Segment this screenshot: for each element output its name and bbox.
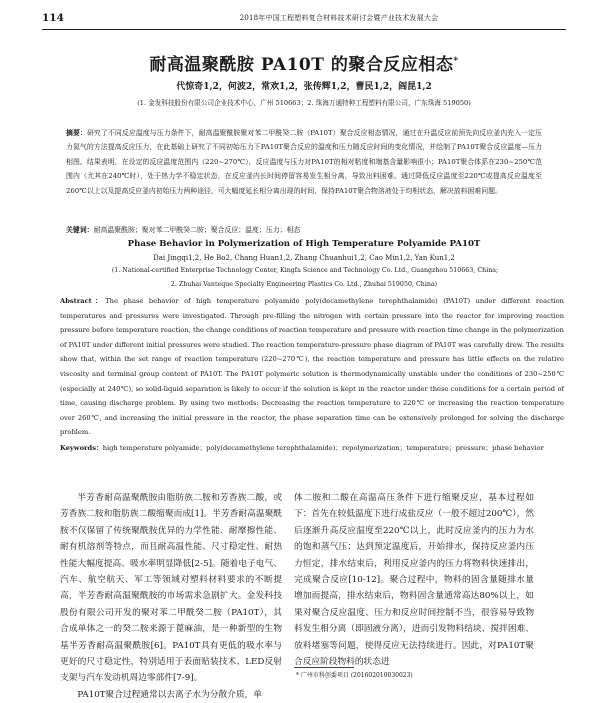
body-column-left [60, 490, 282, 703]
keywords-en-label: Keywords： [60, 444, 103, 452]
keywords-en-text: high temperature polyamide；poly(decamethylene terephthalamide)；repolymerization；temperature；pressure；phase behavior [102, 444, 544, 452]
authors-cn: 代惊奇1,2，何波2，常欢1,2，张传辉1,2，曹民1,2，阎昆1,2 [176, 82, 432, 92]
footnote-divider [294, 667, 354, 668]
footnote: * 广州市科创委项目 (201602010030023) [296, 672, 413, 679]
abstract-en [60, 294, 564, 440]
affiliations-cn: (1. 金发科技股份有限公司企业技术中心，广州 510663；2. 珠海万通特种工程塑料有限公司，广东珠海 519050) [137, 99, 471, 107]
body-column-right [294, 490, 534, 670]
paper-title [42, 50, 566, 75]
authors-en: Dai Jingqi1,2, He Bo2, Chang Huan1,2, Zhang Chuanhui1,2, Cao Min1,2, Yan Kun1,2 [153, 254, 455, 262]
body-paragraph-2: PA10T聚合过程通常以去离子水为分散介质，单 [77, 689, 262, 700]
body-paragraph-continued: 体二胺和二酸在高温高压条件下进行缩聚反应，基本过程如下：首先在较低温度下进行成盐反应（一般不超过200℃），然后逐渐升高反应温度至220℃以上，此时反应釜内的压力为水的饱和蒸气压；达到预定温度后，开始排水，保持反应釜内压力恒定，排水结束后，利用反应釜内的压力将物料快速排出，完成聚合反应[10-12]。聚合过程中，物料的固含量随排水量增加而提高，排水结束后，物料固含量通常高达80%以上，如果对聚合反应温度、压力和反应时间控制不当，很容易导致物料发生相分离（即固液分离），进而引发物料结块、搅拌困难、放料堵塞等问题，使得反应无法持续进行。因此，对PA10T聚合反应阶段物料的状态进 [294, 493, 534, 668]
affiliation-en-1: (1. National-certified Enterprise Technology Center, Kingfa Science and Technology Co. Ltd., Guangzhou 510663, China; [111, 267, 499, 274]
affiliation-en-2: 2. Zhuhai Vanteque Specialty Engineering Plastics Co. Ltd., Zhuhai 519050, China) [170, 281, 438, 288]
paper-title-en: Phase Behavior in Polymerization of High Temperature Polyamide PA10T [127, 239, 481, 249]
keywords-cn-text: 耐高温聚酰胺；聚对苯二甲酰癸二胺；聚合反应；温度；压力；相态 [93, 226, 301, 234]
abstract-cn [66, 126, 542, 198]
abstract-en-text: The phase behavior of high temperature polyamide poly(decamethylene terephthalamide) (PA10T) under different reaction temperatures and pressures were investigated. Through pre-filling the nitrogen with certain pressure into the reactor for improving reaction pressure before temperature reaction, the change conditions of reaction temperature and pressure with reaction time change in the polymerization of PA10T under different initial pressures were studied. The reaction temperature-pressure phase diagram of PA10T was carefully drew. The results show that, within the set range of reaction temperature (220~270℃), the reaction temperature and pressure has little effects on the relative viscosity and terminal group content of PA10T. The PA10T polymeric solution is thermodynamically unstable under the conditions of 230~250℃ (especially at 240℃), so solid-liquid separation is likely to occur if the solution is kept in the reactor under these conditions for a certain period of time, causing discharge problem. By using two methods: Decreasing the reaction temperature to 220℃ or increasing the reaction temperature over 260℃, and increasing the initial pressure in the reactor, the phase separation time can be extensively prolonged for solving the discharge problem. [60, 297, 564, 437]
title-footnote-marker: * [453, 56, 459, 67]
abstract-cn-label: 摘要： [66, 129, 87, 137]
running-title: 2018年中国工程塑料复合材料技术研讨会暨产业技术发展大会 [239, 14, 439, 22]
paper-title-text: 耐高温聚酰胺 PA10T 的聚合反应相态 [149, 55, 454, 75]
keywords-en [60, 441, 564, 456]
body-paragraph-1: 半芳香耐高温聚酰胺由脂肪族二胺和芳香族二酸，或芳香族二胺和脂肪族二酸缩聚而成[1]。半芳香耐高温聚酰胺不仅保留了传统聚酰胺优异的力学性能、耐摩擦性能、耐有机溶剂等特点，而且耐高温性能、尺寸稳定性、耐热性能大幅度提高、吸水率明显降低[2-5]。随着电子电气、汽车、航空航天、军工等领域对塑料材料要求的不断提高，半芳香耐高温聚酰胺的市场需求急剧扩大。金发科技股份有限公司开发的聚对苯二甲酰癸二胺（PA10T），其合成单体之一的癸二胺来源于蓖麻油，是一种新型的生物基半芳香耐高温聚酰胺[6]。PA10T具有更低的吸水率与更好的尺寸稳定性，特别适用于表面贴装技术、LED反射支架与汽车发动机周边零部件[7-9]。 [60, 493, 282, 684]
abstract-cn-text: 研究了不同反应温度与压力条件下，耐高温聚酰胺聚对苯二甲酰癸二胺（PA10T）聚合反应相态情况，通过在升温反应前预先向反应釜内充入一定压力氮气的方法提高反应压力，在此基础上研究了不同初始压力下PA10T聚合反应的温度和压力随反应时间的变化情况，并绘制了PA10T聚合反应温度—压力相图。结果表明，在设定的反应温度范围内（220~270℃），反应温度与压力对PA10T的相对粘度和端基含量影响很小；PA10T聚合体系在230~250℃范围内（尤其在240℃时），处于热力学不稳定状态，在反应釜内长时间停留容易发生相分离，导致出料困难。通过降低反应温度至220℃或提高反应温度至260℃以上以及提高反应釜内初始压力两种途径，可大幅度延长相分离出现的时间，保持PA10T聚合物溶液处于均相状态，解决放料困难问题。 [66, 129, 543, 195]
page-header [42, 10, 566, 30]
page-number: 114 [42, 12, 64, 24]
keywords-cn-label: 关键词： [66, 226, 94, 234]
keywords-cn [66, 225, 542, 235]
abstract-en-label: Abstract： [60, 297, 106, 305]
